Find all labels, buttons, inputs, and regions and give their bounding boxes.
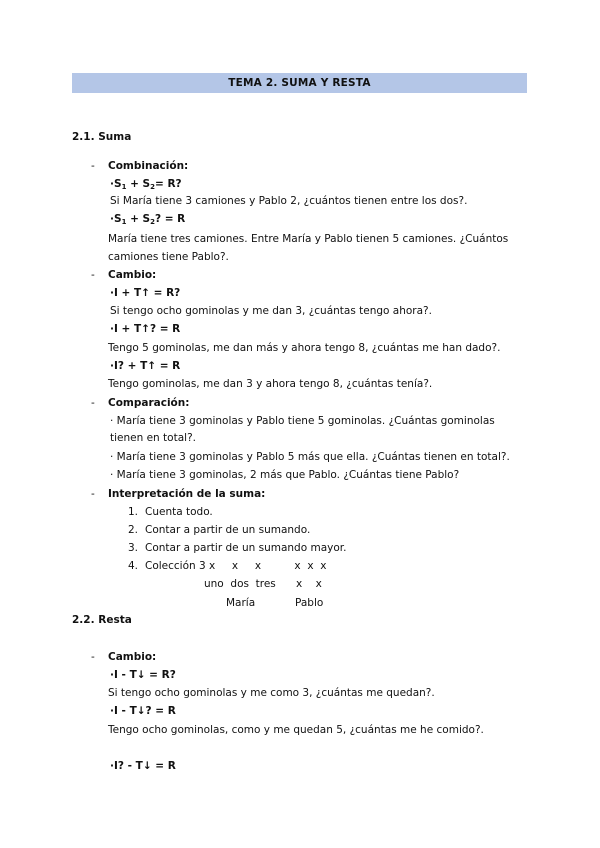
list-number: 3. xyxy=(128,542,139,554)
list-item: Contar a partir de un sumando mayor. xyxy=(145,542,347,554)
comparacion-line-2: · María tiene 3 gominolas y Pablo 5 más que ella. ¿Cuántas tienen en total?. xyxy=(110,451,510,463)
bullet-dash: - xyxy=(91,651,95,663)
example-combinacion-1: Si María tiene 3 camiones y Pablo 2, ¿cuántos tienen entre los dos?. xyxy=(110,195,468,207)
label-interpretacion: Interpretación de la suma: xyxy=(108,488,266,500)
list-number: 2. xyxy=(128,524,139,536)
list-number: 1. xyxy=(128,506,139,518)
section-heading-resta: 2.2. Resta xyxy=(72,614,132,626)
formula-combinacion-2: $\cdot S_1 + S_2$? = R xyxy=(110,213,186,226)
example-cambio-1: Si tengo ocho gominolas y me dan 3, ¿cuántas tengo ahora?. xyxy=(110,305,432,317)
name-pablo: Pablo xyxy=(295,597,324,609)
comparacion-line-3: · María tiene 3 gominolas, 2 más que Pablo. ¿Cuántas tiene Pablo? xyxy=(110,469,460,481)
formula-cambio-2: ·I + T↑? = R xyxy=(110,323,181,335)
example-resta-2: Tengo ocho gominolas, como y me quedan 5, ¿cuántas me he comido?. xyxy=(108,724,484,736)
formula-resta-3: ·I? - T↓ = R xyxy=(110,760,176,772)
formula-resta-2: ·I - T↓? = R xyxy=(110,705,176,717)
label-cambio-suma: Cambio: xyxy=(108,269,157,281)
formula-resta-1: ·I - T↓ = R? xyxy=(110,669,176,681)
name-maria: María xyxy=(226,597,256,609)
list-item: Contar a partir de un sumando. xyxy=(145,524,311,536)
section-heading-suma: 2.1. Suma xyxy=(72,131,132,143)
formula-cambio-1: ·I + T↑ = R? xyxy=(110,287,181,299)
example-cambio-2: Tengo 5 gominolas, me dan más y ahora tengo 8, ¿cuántas me han dado?. xyxy=(108,342,501,354)
bullet-dash: - xyxy=(91,488,95,500)
label-comparacion: Comparación: xyxy=(108,397,190,409)
example-combinacion-2-line2: camiones tiene Pablo?. xyxy=(108,251,229,263)
list-item: Colección 3 x x x x x x xyxy=(145,560,327,572)
bullet-dash: - xyxy=(91,397,95,409)
count-marks: x x xyxy=(296,578,322,590)
comparacion-line-1b: tienen en total?. xyxy=(110,432,196,444)
example-resta-1: Si tengo ocho gominolas y me como 3, ¿cuántas me quedan?. xyxy=(108,687,435,699)
comparacion-line-1: · María tiene 3 gominolas y Pablo tiene 5 gominolas. ¿Cuántas gominolas xyxy=(110,415,495,427)
example-combinacion-2-line1: María tiene tres camiones. Entre María y Pablo tienen 5 camiones. ¿Cuántos xyxy=(108,233,509,245)
example-cambio-3: Tengo gominolas, me dan 3 y ahora tengo 8, ¿cuántas tenía?. xyxy=(108,378,433,390)
bullet-dash: - xyxy=(91,160,95,172)
title-bar: TEMA 2. SUMA Y RESTA xyxy=(72,73,527,93)
bullet-dash: - xyxy=(91,269,95,281)
label-cambio-resta: Cambio: xyxy=(108,651,157,663)
count-labels: uno dos tres xyxy=(204,578,276,590)
label-combinacion: Combinación: xyxy=(108,160,189,172)
formula-cambio-3: ·I? + T↑ = R xyxy=(110,360,181,372)
list-number: 4. xyxy=(128,560,139,572)
list-item: Cuenta todo. xyxy=(145,506,213,518)
formula-combinacion-1: $\cdot S_1 + S_2= R$? xyxy=(110,178,182,191)
